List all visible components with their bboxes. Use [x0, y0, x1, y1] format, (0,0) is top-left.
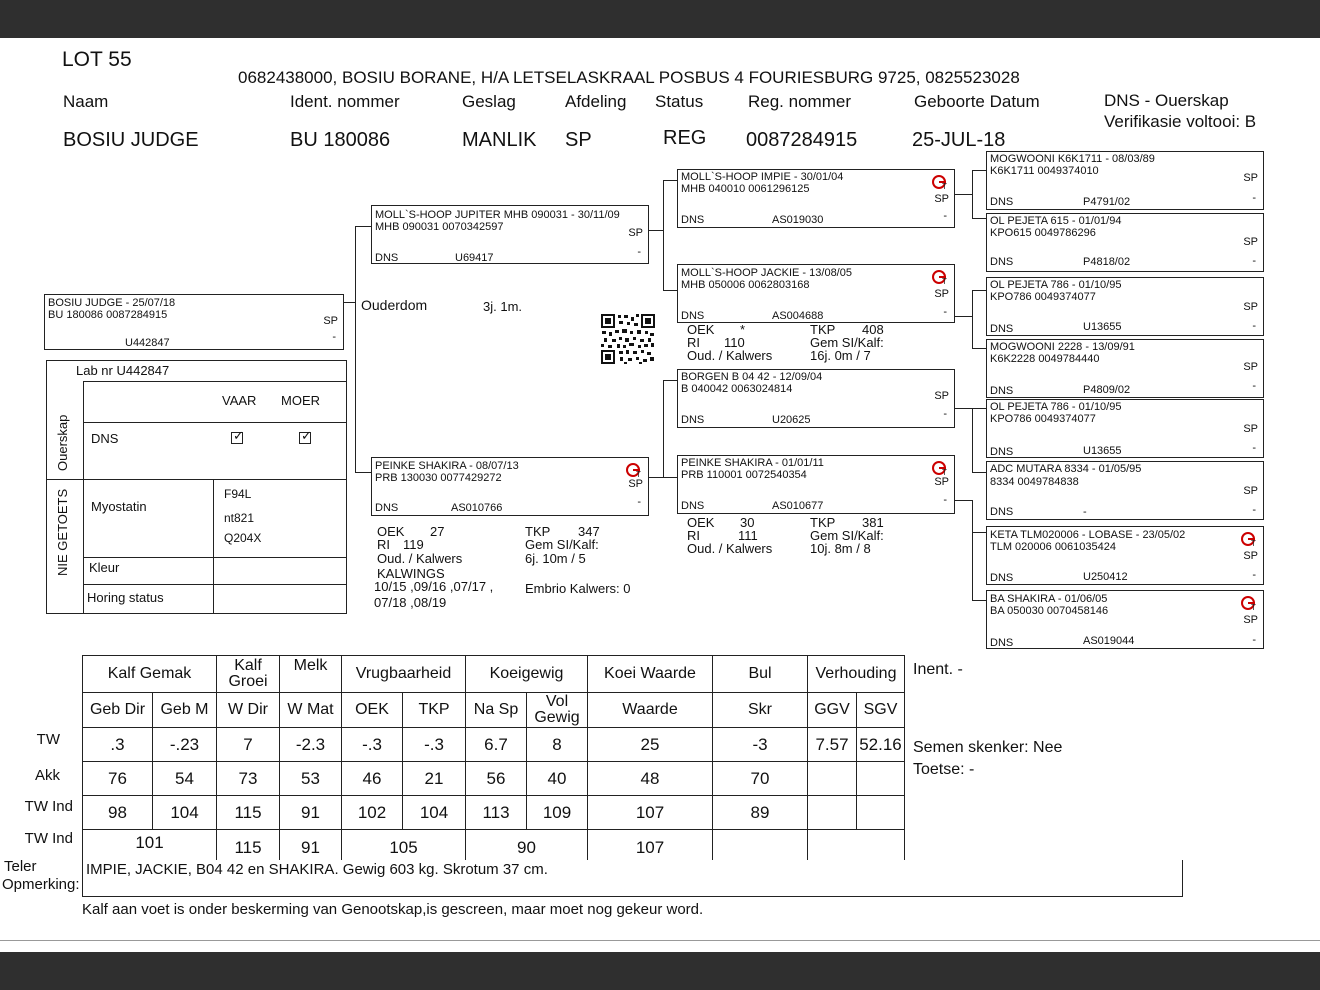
- cell: 40: [527, 762, 588, 796]
- gen2-code: AS019030: [772, 214, 824, 226]
- tree-line: [972, 408, 973, 472]
- svg-text:T: T: [1251, 539, 1256, 546]
- group-kalf-groei: Kalf Groei: [217, 656, 280, 693]
- gen2-dns: DNS: [681, 214, 705, 226]
- gen3-dns: DNS: [990, 637, 1014, 649]
- gen3-box: [986, 399, 1264, 458]
- toetse: Toetse: -: [913, 760, 975, 778]
- tree-line: [954, 194, 972, 195]
- gen3-dash: -: [1252, 634, 1256, 646]
- gen3-dash: -: [1252, 320, 1256, 332]
- tree-line: [972, 218, 986, 219]
- cell: 7: [217, 728, 280, 762]
- gt-logo-icon: [1241, 594, 1257, 610]
- divider: [47, 479, 347, 480]
- kleur-label: Kleur: [89, 560, 120, 575]
- gen3-box: [986, 339, 1264, 398]
- gen3-sp: SP: [1243, 301, 1258, 313]
- inent: Inent. -: [913, 660, 963, 678]
- gt-logo-icon: [1241, 530, 1257, 546]
- gt-logo-icon: [932, 268, 948, 284]
- col-tkp: TKP: [403, 693, 466, 728]
- tree-line: [355, 472, 371, 473]
- tree-line: [663, 180, 677, 181]
- dns-label: DNS: [91, 431, 119, 446]
- gen3-dash: -: [1252, 192, 1256, 204]
- divider: [213, 479, 214, 614]
- gen3-line2: TLM 020006 0061035424: [990, 541, 1116, 553]
- jackie-oud-value: 16j. 0m / 7: [810, 348, 871, 363]
- group-bul: Bul: [713, 656, 808, 693]
- gen3-line1: KETA TLM020006 - LOBASE - 23/05/02: [990, 529, 1186, 541]
- tree-line: [648, 477, 678, 478]
- tree-line: [663, 380, 664, 477]
- gen3-box: [986, 151, 1264, 210]
- cell: 115: [217, 830, 280, 867]
- svg-text:T: T: [942, 277, 947, 284]
- cell: -.3: [342, 728, 403, 762]
- jackie-ri-label: RI: [687, 335, 700, 350]
- myostatin-label: Myostatin: [91, 499, 147, 514]
- horing-label: Horing status: [87, 590, 164, 605]
- cell: 98: [83, 796, 153, 830]
- gen2-box-jackie: [677, 264, 955, 323]
- opmerking-text: IMPIE, JACKIE, B04 42 en SHAKIRA. Gewig 603 kg. Skrotum 37 cm.: [86, 861, 548, 878]
- gen3-dns: DNS: [990, 196, 1014, 208]
- gen2-box-shakira: [677, 455, 955, 514]
- shakira-tkp-label: TKP: [810, 515, 836, 530]
- moer-label: MOER: [281, 393, 320, 408]
- dam-tkp-value: 347: [578, 524, 600, 539]
- cell: 76: [83, 762, 153, 796]
- cell: 73: [217, 762, 280, 796]
- gen3-code: P4818/02: [1083, 256, 1131, 268]
- shakira-oek-value: 30: [740, 515, 755, 530]
- value-ident: BU 180086: [290, 129, 391, 151]
- col-na-sp: Na Sp: [466, 693, 527, 728]
- cell: [808, 762, 857, 796]
- myostatin-q204x: Q204X: [224, 531, 262, 545]
- dam-ri-label: RI: [377, 537, 390, 552]
- jackie-oek-value: *: [740, 322, 746, 337]
- tree-line: [355, 226, 371, 227]
- gen3-dns: DNS: [990, 323, 1014, 335]
- gen2-dash: -: [943, 494, 947, 506]
- animal-line1: BOSIU JUDGE - 25/07/18: [48, 297, 176, 309]
- col-geb-dir: Geb Dir: [83, 693, 153, 728]
- col-skr: Skr: [713, 693, 808, 728]
- gt-logo-icon: [932, 459, 948, 475]
- col-ggv: GGV: [808, 693, 857, 728]
- animal-box: [44, 294, 344, 350]
- tree-line: [972, 290, 986, 291]
- gen3-box: [986, 461, 1264, 520]
- label-dept: Afdeling: [565, 92, 627, 111]
- gen2-line1: BORGEN B 04 42 - 12/09/04: [681, 371, 823, 383]
- gen2-dns: DNS: [681, 500, 705, 512]
- value-name: BOSIU JUDGE: [63, 129, 199, 151]
- tree-line: [972, 170, 973, 218]
- dam-gem: Gem SI/Kalf:: [525, 537, 599, 552]
- tree-line: [663, 380, 677, 381]
- group-kalf-gemak: Kalf Gemak: [83, 656, 217, 693]
- cell: 102: [342, 796, 403, 830]
- age-value: 3j. 1m.: [483, 299, 523, 314]
- label-dob: Geboorte Datum: [914, 92, 1040, 111]
- row-label-akk: Akk: [34, 767, 60, 784]
- label-reg: Reg. nommer: [748, 92, 851, 111]
- sire-code: U69417: [455, 252, 494, 264]
- cell: 105: [342, 830, 466, 867]
- gen3-box: [986, 277, 1264, 336]
- divider: [83, 584, 347, 585]
- age-label: Ouderdom: [361, 297, 428, 313]
- dam-ri-value: 119: [403, 537, 424, 552]
- gen3-dns: DNS: [990, 572, 1014, 584]
- cell: 54: [153, 762, 217, 796]
- jackie-gem: Gem SI/Kalf:: [810, 335, 884, 350]
- side-panel: [905, 656, 1181, 867]
- sire-box: [371, 205, 649, 264]
- value-reg: 0087284915: [746, 129, 858, 151]
- gen3-code: P4791/02: [1083, 196, 1131, 208]
- gen3-code: U250412: [1083, 571, 1128, 583]
- cell: 113: [466, 796, 527, 830]
- value-sex: MANLIK: [462, 129, 537, 151]
- myostatin-f94l: F94L: [224, 487, 252, 501]
- cell: -.23: [153, 728, 217, 762]
- tree-line: [972, 290, 973, 348]
- animal-sp: SP: [323, 315, 338, 327]
- lab-number: Lab nr U442847: [76, 363, 170, 378]
- cell: 48: [588, 762, 713, 796]
- shakira-gem: Gem SI/Kalf:: [810, 528, 884, 543]
- gen3-sp: SP: [1243, 485, 1258, 497]
- dam-oud-label: Oud. / Kalwers: [377, 551, 463, 566]
- cell: 21: [403, 762, 466, 796]
- gen2-line1: PEINKE SHAKIRA - 01/01/11: [681, 457, 824, 469]
- gen3-dns: DNS: [990, 446, 1014, 458]
- gen2-line2: PRB 110001 0072540354: [681, 469, 807, 481]
- gen3-sp: SP: [1243, 614, 1258, 626]
- row-label-twind: TW Ind: [24, 798, 73, 815]
- dam-box: [371, 457, 649, 516]
- gen3-sp: SP: [1243, 361, 1258, 373]
- dam-oek-value: 27: [430, 524, 445, 539]
- svg-text:T: T: [636, 470, 641, 477]
- cell: 101: [83, 830, 217, 867]
- gen2-box-impie: [677, 169, 955, 228]
- myostatin-nt821: nt821: [224, 511, 255, 525]
- cell: .3: [83, 728, 153, 762]
- cell: -.3: [403, 728, 466, 762]
- gen3-dash: -: [1252, 504, 1256, 516]
- shakira-oek-label: OEK: [687, 515, 715, 530]
- cell: 8: [527, 728, 588, 762]
- svg-text:T: T: [942, 468, 947, 475]
- label-status: Status: [655, 92, 704, 111]
- tree-line: [663, 180, 664, 290]
- cell: 46: [342, 762, 403, 796]
- qr-code-icon: [600, 313, 656, 365]
- ebv-table: [82, 655, 1181, 867]
- col-w-mat: W Mat: [280, 693, 342, 728]
- gen2-dns: DNS: [681, 414, 705, 426]
- animal-dash: -: [332, 331, 336, 343]
- sire-line2: MHB 090031 0070342597: [375, 221, 504, 233]
- gen3-line2: K6K2228 0049784440: [990, 353, 1100, 365]
- jackie-tkp-value: 408: [862, 322, 884, 337]
- gen3-code: -: [1083, 506, 1087, 518]
- vaar-label: VAAR: [222, 393, 257, 408]
- gen2-line1: MOLL`S-HOOP JACKIE - 13/08/05: [681, 267, 852, 279]
- gen3-line1: OL PEJETA 786 - 01/10/95: [990, 279, 1122, 291]
- sire-dash: -: [637, 246, 641, 258]
- owner-line: 0682438000, BOSIU BORANE, H/A LETSELASKRAAL POSBUS 4 FOURIESBURG 9725, 0825523028: [238, 68, 1020, 87]
- gen3-dash: -: [1252, 569, 1256, 581]
- cell: 56: [466, 762, 527, 796]
- gen3-box: [986, 213, 1264, 272]
- animal-lab: U442847: [125, 337, 170, 349]
- svg-text:T: T: [1251, 603, 1256, 610]
- bottom-bar: [0, 952, 1320, 990]
- tree-line: [972, 500, 973, 600]
- group-koeigewig: Koeigewig: [466, 656, 588, 693]
- cell: 89: [713, 796, 808, 830]
- dam-embrio: Embrio Kalwers: 0: [525, 581, 631, 596]
- gen2-dash: -: [943, 408, 947, 420]
- cell: 109: [527, 796, 588, 830]
- dam-line2: PRB 130030 0077429272: [375, 472, 502, 484]
- row-label-twind2: TW Ind: [24, 830, 73, 847]
- nie-getoets-label: NIE GETOETS: [55, 488, 70, 576]
- shakira-oud-value: 10j. 8m / 8: [810, 541, 871, 556]
- jackie-oud-label: Oud. / Kalwers: [687, 348, 773, 363]
- label-ident: Ident. nommer: [290, 92, 400, 111]
- tree-line: [954, 316, 972, 317]
- label-name: Naam: [63, 92, 109, 111]
- gen3-code: U13655: [1083, 445, 1122, 457]
- cell: -2.3: [280, 728, 342, 762]
- sire-sp: SP: [628, 227, 643, 239]
- gen3-line1: BA SHAKIRA - 01/06/05: [990, 593, 1108, 605]
- col-geb-m: Geb M: [153, 693, 217, 728]
- gen3-line1: ADC MUTARA 8334 - 01/05/95: [990, 463, 1142, 475]
- bottom-rule: [0, 940, 1320, 941]
- gen2-dash: -: [943, 210, 947, 222]
- cell: 115: [217, 796, 280, 830]
- gen3-line2: KPO786 0049374077: [990, 413, 1096, 425]
- cell: 90: [466, 830, 588, 867]
- gen3-dns: DNS: [990, 385, 1014, 397]
- sire-dns: DNS: [375, 252, 399, 264]
- dam-dns: DNS: [375, 502, 399, 514]
- gen3-line2: K6K1711 0049374010: [990, 165, 1099, 177]
- dam-dash: -: [637, 496, 641, 508]
- tree-line: [954, 408, 986, 409]
- cell: 91: [280, 830, 342, 867]
- svg-text:T: T: [942, 182, 947, 189]
- gen3-line2: KPO615 0049786296: [990, 227, 1096, 239]
- gen3-dash: -: [1252, 255, 1256, 267]
- gen3-dash: -: [1252, 380, 1256, 392]
- gen3-line2: 8334 0049784838: [990, 476, 1079, 488]
- col-waarde: Waarde: [588, 693, 713, 728]
- tree-line: [954, 500, 972, 501]
- col-oek: OEK: [342, 693, 403, 728]
- value-dob: 25-JUL-18: [912, 129, 1006, 151]
- shakira-oud-label: Oud. / Kalwers: [687, 541, 773, 556]
- dam-code: AS010766: [451, 502, 503, 514]
- opmerking-label: Opmerking:: [2, 876, 80, 893]
- cell: -3: [713, 728, 808, 762]
- value-status: REG: [663, 127, 707, 149]
- tree-line: [972, 170, 986, 171]
- jackie-tkp-label: TKP: [810, 322, 836, 337]
- dam-kalwings-1: 10/15 ,09/16 ,07/17 ,: [374, 579, 494, 594]
- row-label-tw: TW: [36, 731, 60, 748]
- tree-line: [972, 348, 986, 349]
- cell: 70: [713, 762, 808, 796]
- label-sex: Geslag: [462, 92, 516, 111]
- gt-logo-icon: [932, 173, 948, 189]
- dam-sp: SP: [628, 478, 643, 490]
- dam-kalwings: KALWINGS: [377, 566, 445, 581]
- cell: 104: [153, 796, 217, 830]
- group-melk: Melk: [280, 656, 342, 693]
- opmerking-box: [82, 860, 1183, 897]
- gen3-sp: SP: [1243, 550, 1258, 562]
- col-sgv: SGV: [857, 693, 905, 728]
- gen3-line1: OL PEJETA 786 - 01/10/95: [990, 401, 1122, 413]
- gen3-code: U13655: [1083, 321, 1122, 333]
- tree-line: [344, 302, 356, 303]
- divider: [83, 557, 347, 558]
- tree-line: [648, 230, 664, 231]
- value-dept: SP: [565, 129, 592, 151]
- gen3-dns: DNS: [990, 506, 1014, 518]
- sire-line1: MOLL`S-HOOP JUPITER MHB 090031 - 30/11/09: [375, 209, 620, 221]
- footer-note: Kalf aan voet is onder beskerming van Genootskap,is gescreen, maar moet nog gekeur word.: [82, 901, 704, 918]
- lab-panel: [46, 360, 347, 614]
- col-vol-gewig: Vol Gewig: [527, 693, 588, 728]
- group-verhouding: Verhouding: [808, 656, 905, 693]
- shakira-tkp-value: 381: [862, 515, 884, 530]
- divider: [83, 381, 347, 382]
- tree-line: [972, 472, 986, 473]
- shakira-ri-value: 111: [738, 528, 758, 543]
- shakira-ri-label: RI: [687, 528, 700, 543]
- cell: 6.7: [466, 728, 527, 762]
- lot-number: LOT 55: [62, 48, 132, 71]
- dam-oud-value: 6j. 10m / 5: [525, 551, 586, 566]
- dam-kalwings-2: 07/18 ,08/19: [374, 595, 447, 610]
- gen2-code: AS004688: [772, 310, 824, 322]
- gen3-line1: OL PEJETA 615 - 01/01/94: [990, 215, 1122, 227]
- top-bar: [0, 0, 1320, 38]
- tree-line: [355, 226, 356, 472]
- cell: 52.16: [857, 728, 905, 762]
- gen2-line2: MHB 040010 0061296125: [681, 183, 810, 195]
- dam-oek-label: OEK: [377, 524, 405, 539]
- cell: 107: [588, 796, 713, 830]
- jackie-oek-label: OEK: [687, 322, 715, 337]
- teler-label: Teler: [4, 858, 37, 875]
- jackie-ri-value: 110: [724, 335, 745, 350]
- gen2-dns: DNS: [681, 310, 705, 322]
- cell: 7.57: [808, 728, 857, 762]
- cell: 53: [280, 762, 342, 796]
- cell: [808, 796, 857, 830]
- group-koei-waarde: Koei Waarde: [588, 656, 713, 693]
- dns-ouerskap: DNS - Ouerskap: [1104, 91, 1229, 110]
- gen3-box: [986, 590, 1264, 649]
- gen2-code: AS010677: [772, 500, 824, 512]
- cell: 104: [403, 796, 466, 830]
- gen3-sp: SP: [1243, 236, 1258, 248]
- gen2-sp: SP: [934, 193, 949, 205]
- gen2-sp: SP: [934, 288, 949, 300]
- dam-tkp-label: TKP: [525, 524, 551, 539]
- vaar-check-icon: ✓: [233, 428, 244, 443]
- gen3-line1: MOGWOONI 2228 - 13/09/91: [990, 341, 1135, 353]
- gen3-line2: KPO786 0049374077: [990, 291, 1096, 303]
- cell: 91: [280, 796, 342, 830]
- gen3-line1: MOGWOONI K6K1711 - 08/03/89: [990, 153, 1155, 165]
- gen3-code: AS019044: [1083, 635, 1135, 647]
- gen2-sp: SP: [934, 476, 949, 488]
- gen3-sp: SP: [1243, 172, 1258, 184]
- gen2-code: U20625: [772, 414, 811, 426]
- gen3-dash: -: [1252, 442, 1256, 454]
- cell: [857, 796, 905, 830]
- gen3-dns: DNS: [990, 256, 1014, 268]
- animal-line2: BU 180086 0087284915: [48, 309, 168, 321]
- divider: [83, 381, 84, 614]
- gen2-dash: -: [943, 306, 947, 318]
- gen3-line2: BA 050030 0070458146: [990, 605, 1109, 617]
- gen2-line1: MOLL`S-HOOP IMPIE - 30/01/04: [681, 171, 844, 183]
- gen3-box: [986, 526, 1264, 585]
- tree-line: [663, 290, 677, 291]
- ouerskap-label: Ouerskap: [55, 414, 70, 471]
- gen2-line2: MHB 050006 0062803168: [681, 279, 810, 291]
- tree-line: [972, 532, 986, 533]
- cell: [857, 762, 905, 796]
- group-vrugbaarheid: Vrugbaarheid: [342, 656, 466, 693]
- gen2-box-borgen: [677, 369, 955, 428]
- cell: 107: [588, 830, 713, 867]
- semen-skenker: Semen skenker: Nee: [913, 738, 1063, 756]
- col-w-dir: W Dir: [217, 693, 280, 728]
- divider: [83, 422, 347, 423]
- gen2-line2: B 040042 0063024814: [681, 383, 793, 395]
- gen3-code: P4809/02: [1083, 384, 1131, 396]
- moer-check-icon: ✓: [301, 428, 312, 443]
- tree-line: [972, 600, 986, 601]
- verifikasie: Verifikasie voltooi: B: [1104, 112, 1257, 131]
- cell: 25: [588, 728, 713, 762]
- gen2-sp: SP: [934, 390, 949, 402]
- gen3-sp: SP: [1243, 423, 1258, 435]
- dam-line1: PEINKE SHAKIRA - 08/07/13: [375, 460, 519, 472]
- gt-logo-icon: [626, 461, 642, 477]
